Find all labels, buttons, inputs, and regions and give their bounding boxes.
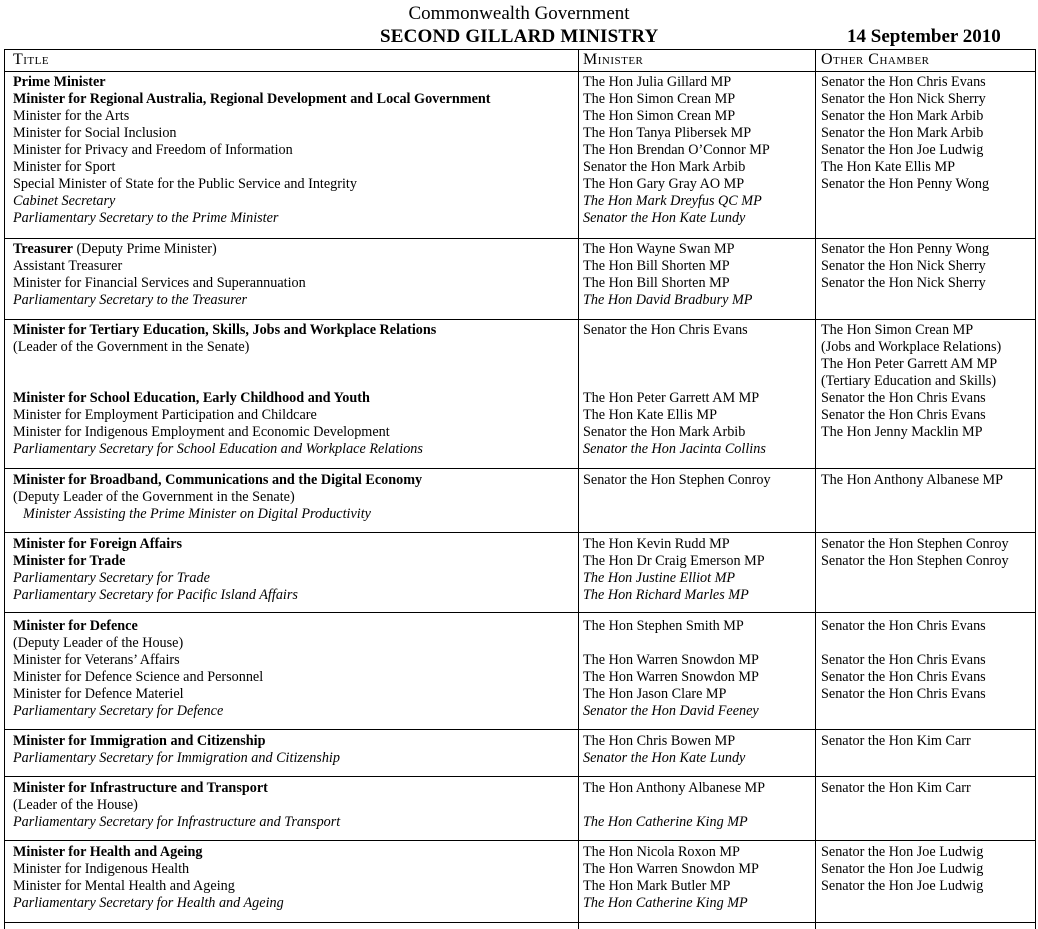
portfolio-title: Prime Minister [13,74,106,90]
title-cell [13,506,578,523]
other-chamber-cell: Senator the Hon Chris Evans [821,652,986,668]
table-row [0,750,1038,767]
table-row [0,373,1038,390]
table-row [0,472,1038,489]
other-chamber-cell: Senator the Hon Nick Sherry [821,275,986,291]
table-row [0,142,1038,159]
minister-cell: The Hon Chris Bowen MP [583,733,736,749]
portfolio-section [0,780,1038,831]
other-chamber-cell: Senator the Hon Kim Carr [821,733,971,749]
table-row [0,861,1038,878]
section-divider [4,612,1036,613]
table-row [0,587,1038,604]
minister-cell: The Hon Nicola Roxon MP [583,844,740,860]
government-heading: Commonwealth Government [408,3,630,24]
title-cell [13,635,578,652]
portfolio-title: Parliamentary Secretary to the Prime Minister [13,210,279,226]
minister-cell: The Hon Stephen Smith MP [583,618,744,634]
other-chamber-cell: Senator the Hon Stephen Conroy [821,553,1009,569]
title-cell [13,669,578,686]
section-divider [4,238,1036,239]
minister-cell: The Hon Bill Shorten MP [583,275,730,291]
table-row [0,339,1038,356]
other-chamber-cell: (Jobs and Workplace Relations) [821,339,1002,355]
portfolio-title: (Deputy Leader of the House) [13,635,184,651]
minister-cell: The Hon Richard Marles MP [583,587,749,603]
portfolio-title: Minister for School Education, Early Childhood and Youth [13,390,370,406]
title-cell [13,878,578,895]
title-cell [13,750,578,767]
portfolio-title: Minister for Sport [13,159,116,175]
portfolio-title: Parliamentary Secretary to the Treasurer [13,292,248,308]
table-row [0,618,1038,635]
minister-cell: The Hon Tanya Plibersek MP [583,125,752,141]
other-chamber-cell: Senator the Hon Penny Wong [821,176,990,192]
table-row [0,176,1038,193]
portfolio-title: Minister for Defence Materiel [13,686,184,702]
table-row [0,686,1038,703]
table-row [0,407,1038,424]
title-cell [13,241,578,258]
table-row [0,570,1038,587]
other-chamber-cell: Senator the Hon Kim Carr [821,780,971,796]
portfolio-title: Minister for Indigenous Employment and Economic Development [13,424,390,440]
portfolio-section [0,472,1038,523]
title-cell [13,536,578,553]
title-cell [13,390,578,407]
table-row [0,895,1038,912]
table-row [0,536,1038,553]
other-chamber-cell: Senator the Hon Penny Wong [821,241,990,257]
minister-cell: The Hon Warren Snowdon MP [583,652,759,668]
title-cell [13,258,578,275]
column-header-other-chamber: Other Chamber [821,51,930,68]
minister-cell: The Hon Warren Snowdon MP [583,861,759,877]
minister-cell: The Hon Simon Crean MP [583,108,736,124]
table-row [0,878,1038,895]
table-row [0,210,1038,227]
title-cell [13,553,578,570]
portfolio-title: Parliamentary Secretary for Infrastructure and Transport [13,814,341,830]
portfolio-title: Minister for Privacy and Freedom of Information [13,142,293,158]
portfolio-title: Minister for Regional Australia, Regional Development and Local Government [13,91,491,107]
portfolio-title: Special Minister of State for the Public Service and Integrity [13,176,357,192]
title-cell [13,210,578,227]
minister-cell: The Hon Peter Garrett AM MP [583,390,760,406]
table-row [0,292,1038,309]
portfolio-title: Minister for Employment Participation and Childcare [13,407,317,423]
title-cell [13,844,578,861]
section-divider [4,319,1036,320]
column-header-title: Title [13,51,50,68]
table-row [0,814,1038,831]
minister-cell: Senator the Hon Kate Lundy [583,210,746,226]
minister-cell: The Hon Warren Snowdon MP [583,669,759,685]
other-chamber-cell: Senator the Hon Chris Evans [821,686,986,702]
table-row [0,275,1038,292]
portfolio-title: Minister for Defence Science and Personnel [13,669,264,685]
title-cell [13,618,578,635]
title-cell [13,441,578,458]
table-row [0,159,1038,176]
other-chamber-cell: (Tertiary Education and Skills) [821,373,997,389]
minister-cell: The Hon Anthony Albanese MP [583,780,766,796]
title-cell [13,733,578,750]
other-chamber-cell: Senator the Hon Nick Sherry [821,258,986,274]
table-row [0,553,1038,570]
portfolio-title: Minister for Infrastructure and Transport [13,780,268,796]
minister-cell: Senator the Hon David Feeney [583,703,759,719]
table-row [0,635,1038,652]
other-chamber-cell: Senator the Hon Chris Evans [821,618,986,634]
section-divider [4,776,1036,777]
portfolio-title: (Deputy Leader of the Government in the Senate) [13,489,295,505]
minister-cell: The Hon Kevin Rudd MP [583,536,730,552]
table-row [0,258,1038,275]
title-cell [13,489,578,506]
other-chamber-cell: The Hon Anthony Albanese MP [821,472,1004,488]
portfolio-section [0,844,1038,912]
portfolio-title: Minister for Immigration and Citizenship [13,733,266,749]
column-header-minister: Minister [583,51,644,68]
other-chamber-cell: Senator the Hon Stephen Conroy [821,536,1009,552]
table-row [0,74,1038,91]
table-row [0,441,1038,458]
minister-cell: The Hon Jason Clare MP [583,686,727,702]
minister-cell: The Hon Bill Shorten MP [583,258,730,274]
minister-cell: Senator the Hon Mark Arbib [583,159,746,175]
other-chamber-cell: The Hon Peter Garrett AM MP [821,356,998,372]
portfolio-title: Minister for Mental Health and Ageing [13,878,235,894]
table-row [0,489,1038,506]
other-chamber-cell: Senator the Hon Joe Ludwig [821,878,984,894]
header-divider [4,71,1036,72]
title-cell [13,652,578,669]
portfolio-title: Parliamentary Secretary for Immigration and Citizenship [13,750,340,766]
title-cell [13,125,578,142]
portfolio-title: (Leader of the Government in the Senate) [13,339,250,355]
minister-cell: Senator the Hon Stephen Conroy [583,472,771,488]
table-row [0,91,1038,108]
other-chamber-cell: Senator the Hon Joe Ludwig [821,142,984,158]
ministry-title: SECOND GILLARD MINISTRY [380,26,659,47]
table-row [0,322,1038,339]
title-cell [13,275,578,292]
title-cell [13,861,578,878]
title-cell [13,407,578,424]
minister-cell: The Hon Justine Elliot MP [583,570,736,586]
title-cell [13,895,578,912]
table-row [0,241,1038,258]
minister-cell: The Hon Mark Butler MP [583,878,731,894]
portfolio-title: Parliamentary Secretary for Health and Ageing [13,895,284,911]
title-cell [13,797,578,814]
section-divider [4,532,1036,533]
title-cell [13,424,578,441]
portfolio-title: Minister for Foreign Affairs [13,536,183,552]
minister-cell: The Hon Wayne Swan MP [583,241,735,257]
portfolio-section [0,74,1038,227]
minister-cell: The Hon Simon Crean MP [583,91,736,107]
other-chamber-cell: Senator the Hon Chris Evans [821,407,986,423]
ministry-date: 14 September 2010 [847,26,1001,47]
minister-cell: The Hon Dr Craig Emerson MP [583,553,765,569]
section-divider [4,468,1036,469]
minister-cell: Senator the Hon Chris Evans [583,322,748,338]
section-divider [4,729,1036,730]
table-row [0,703,1038,720]
portfolio-title: (Leader of the House) [13,797,138,813]
portfolio-section [0,733,1038,767]
portfolio-title: Parliamentary Secretary for Pacific Island Affairs [13,587,298,603]
minister-cell: The Hon Gary Gray AO MP [583,176,745,192]
table-row [0,780,1038,797]
other-chamber-cell: The Hon Jenny Macklin MP [821,424,983,440]
title-cell [13,686,578,703]
minister-cell: The Hon Brendan O’Connor MP [583,142,770,158]
title-cell [13,108,578,125]
portfolio-section [0,322,1038,458]
title-cell [13,570,578,587]
title-cell [13,193,578,210]
other-chamber-cell: Senator the Hon Chris Evans [821,669,986,685]
table-row [0,797,1038,814]
other-chamber-cell: Senator the Hon Mark Arbib [821,108,984,124]
section-divider [4,840,1036,841]
portfolio-title: Minister Assisting the Prime Minister on Digital Productivity [23,506,371,522]
minister-cell: The Hon Catherine King MP [583,814,748,830]
title-cell [13,292,578,309]
minister-cell: The Hon Catherine King MP [583,895,748,911]
minister-cell: The Hon Julia Gillard MP [583,74,732,90]
portfolio-title: Minister for Trade [13,553,126,569]
other-chamber-cell: Senator the Hon Mark Arbib [821,125,984,141]
table-row [0,733,1038,750]
portfolio-title: Minister for Veterans’ Affairs [13,652,180,668]
table-row [0,844,1038,861]
title-cell [13,472,578,489]
other-chamber-cell: Senator the Hon Chris Evans [821,74,986,90]
table-row [0,652,1038,669]
title-cell [13,814,578,831]
minister-cell: The Hon Mark Dreyfus QC MP [583,193,762,209]
minister-cell: Senator the Hon Mark Arbib [583,424,746,440]
title-cell [13,703,578,720]
portfolio-section [0,536,1038,604]
portfolio-title: Minister for the Arts [13,108,130,124]
minister-cell: Senator the Hon Kate Lundy [583,750,746,766]
other-chamber-cell: Senator the Hon Chris Evans [821,390,986,406]
table-row [0,424,1038,441]
portfolio-title: Minister for Indigenous Health [13,861,190,877]
portfolio-title: Minister for Health and Ageing [13,844,203,860]
minister-cell: Senator the Hon Jacinta Collins [583,441,766,457]
title-cell [13,780,578,797]
other-chamber-cell: Senator the Hon Joe Ludwig [821,861,984,877]
portfolio-title: Minister for Tertiary Education, Skills, Jobs and Workplace Relations [13,322,437,338]
title-cell [13,91,578,108]
table-row [0,356,1038,373]
title-cell [13,142,578,159]
title-cell [13,159,578,176]
portfolio-title: Minister for Broadband, Communications and the Digital Economy [13,472,423,488]
other-chamber-cell: Senator the Hon Nick Sherry [821,91,986,107]
portfolio-title: Minister for Financial Services and Superannuation [13,275,306,291]
portfolio-section [0,618,1038,720]
portfolio-title: Minister for Social Inclusion [13,125,177,141]
other-chamber-cell: The Hon Simon Crean MP [821,322,974,338]
portfolio-section [0,241,1038,309]
title-cell [13,74,578,91]
table-row [0,193,1038,210]
title-cell [13,587,578,604]
minister-cell: The Hon David Bradbury MP [583,292,753,308]
portfolio-title: Parliamentary Secretary for Defence [13,703,224,719]
title-cell [13,339,578,356]
other-chamber-cell: Senator the Hon Joe Ludwig [821,844,984,860]
table-row [0,669,1038,686]
portfolio-title: Minister for Defence [13,618,138,634]
title-cell [13,176,578,193]
portfolio-title: Parliamentary Secretary for Trade [13,570,210,586]
table-row [0,506,1038,523]
portfolio-title: Parliamentary Secretary for School Education and Workplace Relations [13,441,423,457]
table-row [0,125,1038,142]
title-cell [13,322,578,339]
portfolio-title: Assistant Treasurer [13,258,123,274]
portfolio-title-note: (Deputy Prime Minister) [72,241,217,257]
table-row [0,390,1038,407]
other-chamber-cell: The Hon Kate Ellis MP [821,159,955,175]
portfolio-title: Treasurer [13,241,73,257]
section-divider [4,922,1036,923]
minister-cell: The Hon Kate Ellis MP [583,407,717,423]
table-row [0,108,1038,125]
portfolio-title: Cabinet Secretary [13,193,116,209]
